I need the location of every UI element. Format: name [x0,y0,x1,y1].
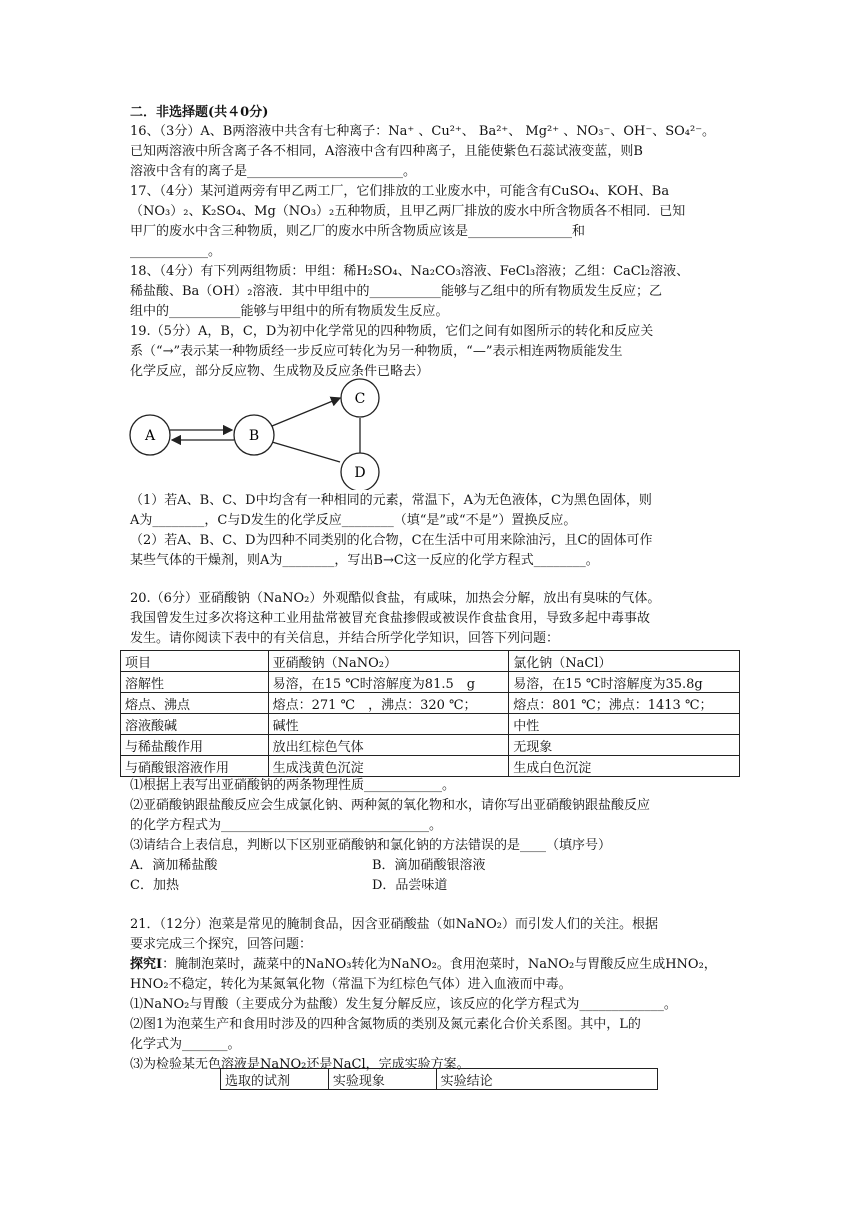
probe-label: 探究Ⅰ [130,957,163,972]
option-a: A．滴加稀盐酸 [130,858,218,873]
text-line: 17、（4分）某河道两旁有甲乙两工厂，它们排放的工业废水中，可能含有CuSO₄、KOH、Ba [130,184,670,199]
comparison-table [120,650,740,777]
table-cell: 易溶，在15 ℃时溶解度为81.5 g [268,672,509,693]
text-line: 系（“→”表示某一种物质经一步反应可转化为另一种物质，“—”表示相连两物质能发生 [130,344,623,359]
text-line: ⑶请结合上表信息，判断以下区别亚硝酸钠和氯化钠的方法错误的是____（填序号） [130,838,612,853]
experiment-table [220,1068,658,1090]
node-a-label: A [144,428,156,444]
text-line: 发生。请你阅读下表中的有关信息，并结合所学化学知识，回答下列问题： [130,631,560,646]
text-line: 甲厂的废水中含三种物质，则乙厂的废水中所含物质应该是________________和 [130,224,586,239]
table-header: 实验结论 [436,1069,657,1090]
text-line: （2）若A、B、C、D为四种不同类别的化合物，C在生活中可用来除油污，且C的固体可作 [130,533,653,548]
section-title: 二．非选择题(共４0分) [130,105,269,120]
text-line: 21．（12分）泡菜是常见的腌制食品，因含亚硝酸盐（如NaNO₂）而引发人们的关注。根据 [130,917,658,932]
table-row [121,693,740,714]
table-header: 选取的试剂 [221,1069,329,1090]
option-c: C．加热 [130,878,179,893]
text-line: （1）若A、B、C、D中均含有一种相同的元素，常温下，A为无色液体，C为黑色固体，则 [130,493,652,508]
table-row [121,735,740,756]
text-line: ⑵图1为泡菜生产和食用时涉及的四种含氮物质的类别及氮元素化合价关系图。其中，L的 [130,1017,641,1032]
table-cell: 溶液酸碱 [121,714,269,735]
text-line: 我国曾发生过多次将这种工业用盐常被冒充食盐掺假或被误作食盐食用，导致多起中毒事故 [130,611,651,626]
table-cell: 与硝酸银溶液作用 [121,756,269,777]
node-c-label: C [354,391,366,407]
text-line: 组中的___________能够与甲组中的所有物质发生反应。 [130,304,449,319]
probe-text: ：腌制泡菜时，蔬菜中的NaNO₃转化为NaNO₂。食用泡菜时，NaNO₂与胃酸反应生成HNO₂， [162,957,717,972]
table-row [121,714,740,735]
text-line: 16、（3分）A、B两溶液中共含有七种离子：Na⁺ 、Cu²⁺、 Ba²⁺、 Mg²⁺ 、NO₃⁻、OH⁻、SO₄²⁻。 [130,124,716,139]
text-line: ⑵亚硝酸钠跟盐酸反应会生成氯化钠、两种氮的氧化物和水，请你写出亚硝酸钠跟盐酸反应 [130,798,651,813]
text-line: 化学反应，部分反应物、生成物及反应条件已略去） [130,364,430,379]
node-b-label: B [248,428,260,444]
table-cell: 项目 [121,651,269,672]
text-line: 已知两溶液中所含离子各不相同，A溶液中含有四种离子，且能使紫色石蕊试液变蓝，则B [130,144,643,159]
text-line: 19.（5分）A，B，C，D为初中化学常见的四种物质，它们之间有如图所示的转化和反应关 [130,324,654,339]
text-line: 某些气体的干燥剂，则A为________，写出B→C这一反应的化学方程式________。 [130,553,599,568]
table-cell: 熔点：271 ℃ ，沸点：320 ℃； [268,693,509,714]
text-line: ⑶为检验某无色溶液是NaNO₂还是NaCl，完成实验方案。 [130,1057,470,1072]
text-line: 溶液中含有的离子是________________________。 [130,164,417,179]
table-row [121,756,740,777]
text-line: ____________。 [130,244,222,259]
table-cell: 生成白色沉淀 [509,756,740,777]
table-cell: 溶解性 [121,672,269,693]
table-cell: 生成浅黄色沉淀 [268,756,509,777]
table-cell: 无现象 [509,735,740,756]
table-row [121,651,740,672]
table-cell: 碱性 [268,714,509,735]
table-row [121,672,740,693]
text-line [130,957,717,973]
text-line: 20.（6分）亚硝酸钠（NaNO₂）外观酷似食盐，有咸味，加热会分解，放出有臭味的气体。 [130,591,661,606]
table-cell: 熔点：801 ℃；沸点：1413 ℃； [509,693,740,714]
table-cell: 氯化钠（NaCl） [509,651,740,672]
text-line: 化学式为_______。 [130,1037,241,1052]
node-d-label: D [354,465,366,481]
text-line: 的化学方程式为________________________________。 [130,818,443,833]
text-line: 要求完成三个探究，回答问题： [130,937,313,952]
option-d: D．品尝味道 [372,878,448,893]
text-line: A为________，C与D发生的化学反应________（填“是”或“不是”）置换反应。 [130,513,577,528]
option-b: B．滴加硝酸银溶液 [372,858,486,873]
table-cell: 与稀盐酸作用 [121,735,269,756]
text-line: ⑴根据上表写出亚硝酸钠的两条物理性质____________。 [130,778,456,793]
table-row [221,1069,658,1090]
text-line: 18、（4分）有下列两组物质：甲组：稀H₂SO₄、Na₂CO₃溶液、FeCl₃溶液；乙组：CaCl₂溶液、 [130,264,690,279]
table-cell: 熔点、沸点 [121,693,269,714]
text-line: HNO₂不稳定，转化为某氮氧化物（常温下为红棕色气体）进入血液而中毒。 [130,977,572,992]
table-cell: 易溶，在15 ℃时溶解度为35.8g [509,672,740,693]
reaction-diagram [120,378,400,490]
text-line: ⑴NaNO₂与胃酸（主要成分为盐酸）发生复分解反应，该反应的化学方程式为_____________。 [130,997,677,1012]
table-cell: 中性 [509,714,740,735]
text-line: 稀盐酸、Ba（OH）₂溶液．其中甲组中的___________能够与乙组中的所有物质发生反应；乙 [130,284,663,299]
table-header: 实验现象 [328,1069,436,1090]
text-line: （NO₃）₂、K₂SO₄、Mg（NO₃）₂五种物质，且甲乙两厂排放的废水中所含物质各不相同．已知 [130,204,686,219]
table-cell: 亚硝酸钠（NaNO₂） [268,651,509,672]
table-cell: 放出红棕色气体 [268,735,509,756]
